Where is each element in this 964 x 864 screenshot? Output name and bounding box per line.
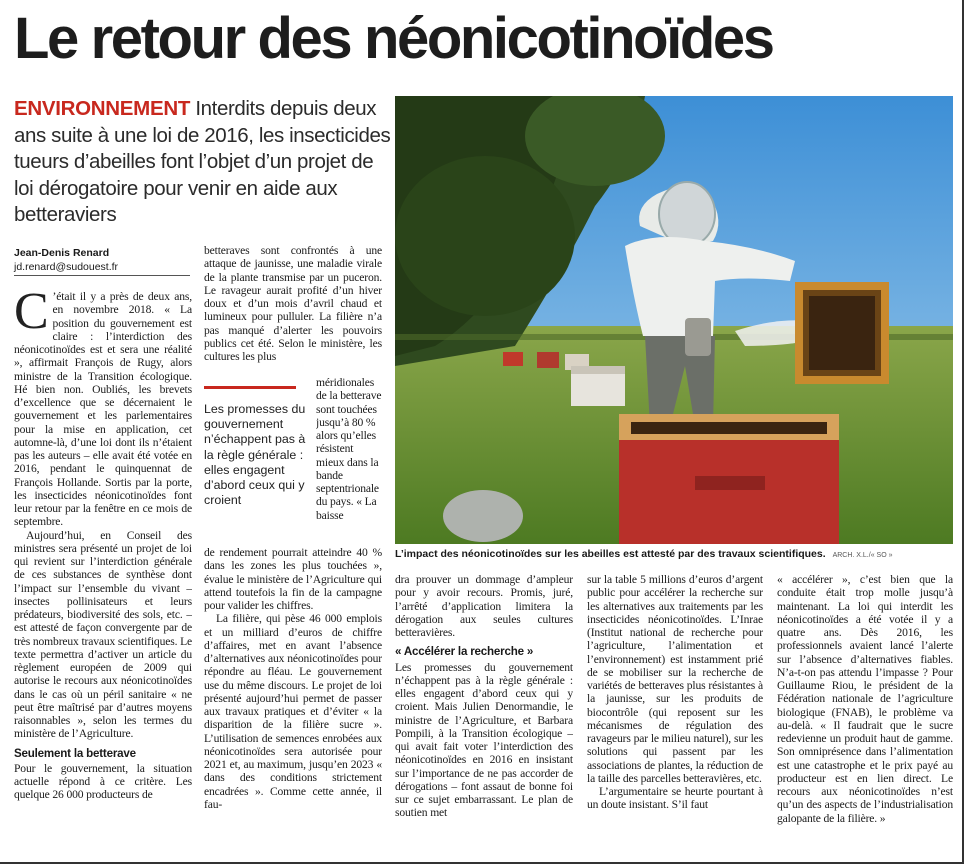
column-5: [777, 573, 953, 860]
pullquote: Les promesses du gouvernement n’échappent pas à la règle générale : elles engagent d’abord ceux qui y croient: [204, 402, 306, 508]
subheading: « Accélérer la recherche »: [395, 645, 534, 659]
paragraph: C ’était il y a près de deux ans, en novembre 2018. « La position du gouvernement est claire : l’interdiction des néonicotinoïdes est et sera une réalité », affirmait François de Rugy, alors ministre de la Transition écologique. Hé bien non. Oubliés, les brevets d’excellence que se décernaient le gouvernement et les parlementaires pour la mise en application, cet automne-là, d’une loi dont ils n’étaient pas les auteurs – elle avait été votée en 2016, pendant le quinquennat de François Hollande. Sortis par la porte, les insecticides néonicotinoïdes font leur retour par la fenêtre en ce mois de septembre.: [14, 290, 192, 529]
column-2-bottom: [204, 546, 382, 860]
caption-text: L’impact des néonicotinoïdes sur les abeilles est attesté par des travaux scientifiques.: [395, 548, 826, 560]
paragraph: « accélérer », c’est bien que la conduite était trop molle jusqu’à maintenant. La loi qui interdit les néonicotinoïdes a été votée il y a quatre ans. Dès 2016, les professionnels avaient lancé l’alerte sur l’absence d’alternatives fiables. N’a-t-on pas attendu l’impasse ? Pour Guillaume Riou, le président de la Fédération nationale de l’agriculture biologique (FNAB), le problème va au-delà. « Il faudrait que le sucre redevienne un produit haut de gamme. Son omniprésence dans l’alimentation est une catastrophe et le prix payé au producteur est en lien direct. Le recours aux néonicotinoïdes n’est qu’un des aspects de l’industrialisation galopante de la filière. »: [777, 573, 953, 825]
author-email[interactable]: jd.renard@sudouest.fr: [14, 261, 119, 273]
pullquote-rule: [204, 386, 296, 389]
column-2-top: [204, 244, 382, 374]
author-name: Jean-Denis Renard: [14, 247, 110, 259]
paragraph: de rendement pourrait atteindre 40 % dans les zones les plus touchées », évalue le ministère de l’Agriculture qui attend toutefois la fin de la campagne pour valider les chiffres.: [204, 546, 382, 612]
column-1: [14, 290, 192, 860]
paragraph: dra prouver un dommage d’ampleur pour y avoir recours. Promis, juré, l’arrêté d’application limitera la dérogation aux seules cultures betteravières.: [395, 573, 573, 639]
column-3: [395, 573, 573, 860]
photo-credit: ARCH. X.L./« SO »: [832, 552, 893, 559]
hive-foreground: [619, 414, 839, 544]
frame: [795, 282, 889, 384]
article-deck: [14, 96, 392, 229]
paragraph: méridionales de la betterave sont touchées jusqu’à 80 % alors qu’elles résistent mieux dans la bande septentrionale du pays. « La baisse: [316, 376, 382, 522]
photo-illustration: [395, 96, 953, 544]
paragraph: L’argumentaire se heurte pourtant à un doute insistant. S’il faut: [587, 785, 763, 812]
photo-caption: [395, 547, 953, 563]
beekeeper-photo: [395, 96, 953, 544]
subheading: Seulement la betterave: [14, 746, 136, 760]
paragraph: Les promesses du gouvernement n’échappent pas à la règle générale : elles engagent d’abord ceux qui y croient. Mais Julien Denormandie, le ministre de l’Agriculture, et Barbara Pompili, à la Transition écologique – qui avait fait voter l’interdiction des néonicotinoïdes en 2016 en insistant sur l’importance de ne pas accorder de dérogations – font assaut de bonne foi sur ce sujet embarrassant. Le plan de soutien met: [395, 660, 573, 820]
paragraph: Pour le gouvernement, la situation actuelle répond à ce critère. Les quelque 26 000 producteurs de: [14, 761, 192, 802]
paragraph: La filière, qui pèse 46 000 emplois et un milliard d’euros de chiffre d’affaires, met en avant l’absence d’alternatives aux néonicotinoïdes pour répondre au fléau. Le gouvernement use du même discours. Le projet de loi présenté aujourd’hui permet de passer aux travaux pratiques et d’éviter « la disparition de la filière sucre ». L’utilisation de semences enrobées aux néonicotinoïdes sera autorisée pour 2021 et, au maximum, jusqu’en 2023 « dans des conditions strictement encadrées ». Comme cette année, il fau-: [204, 612, 382, 811]
paragraph: betteraves sont confrontés à une attaque de jaunisse, une maladie virale de la plante transmise par un puceron. Le ravageur aurait profité d’un hiver doux et d’un mois d’avril chaud et lumineux pour pulluler. La filière n’a pas manqué d’alerter les pouvoirs publics cet été. Selon le ministère, les cultures les plus: [204, 244, 382, 363]
byline: [14, 246, 194, 274]
paragraph: sur la table 5 millions d’euros d’argent public pour accélérer la recherche sur les alternatives aux traitements par les insecticides néonicotinoïdes. L’Inrae (Institut national de recherche pour l’agriculture, l’alimentation et l’environnement) est instamment prié de se mobiliser sur la recherche de variétés de betteraves plus résistantes à la jaunisse, sur les produits de biocontrôle (qui reposent sur les mécanismes de régulation des ravageurs par le milieu naturel), sur les solutions qui passent par les associations de plantes, la réduction de la taille des parcelles betteravières, etc.: [587, 573, 763, 785]
section-kicker: ENVIRONNEMENT: [14, 97, 191, 120]
byline-divider: [14, 275, 190, 276]
column-4: [587, 573, 763, 860]
headline: Le retour des néonicotinoïdes: [14, 6, 773, 71]
column-2-side: [316, 376, 382, 546]
paragraph: Aujourd’hui, en Conseil des ministres sera présenté un projet de loi qui revient sur l’interdiction générale de ces substances de synthèse dont l’impact sur l’ensemble du vivant – insectes pollinisateurs et leurs prédateurs, biodiversité des sols, etc. – est attesté de façon convergente par de très nombreux travaux scientifiques. Le texte permettra d’activer un article du règlement européen de 2009 qui autorise le recours aux néonicotinoïdes dans le cas où un péril sanitaire « ne peut être maîtrisé par d’autres moyens raisonnables », selon les termes du ministère de l’Agriculture.: [14, 528, 192, 741]
drop-cap: C: [14, 290, 49, 340]
deck-text: Interdits depuis deux ans suite à une loi de 2016, les insecticides tueurs d’abeilles font l’objet d’un projet de loi dérogatoire pour venir en aide aux betteraviers: [14, 97, 391, 226]
